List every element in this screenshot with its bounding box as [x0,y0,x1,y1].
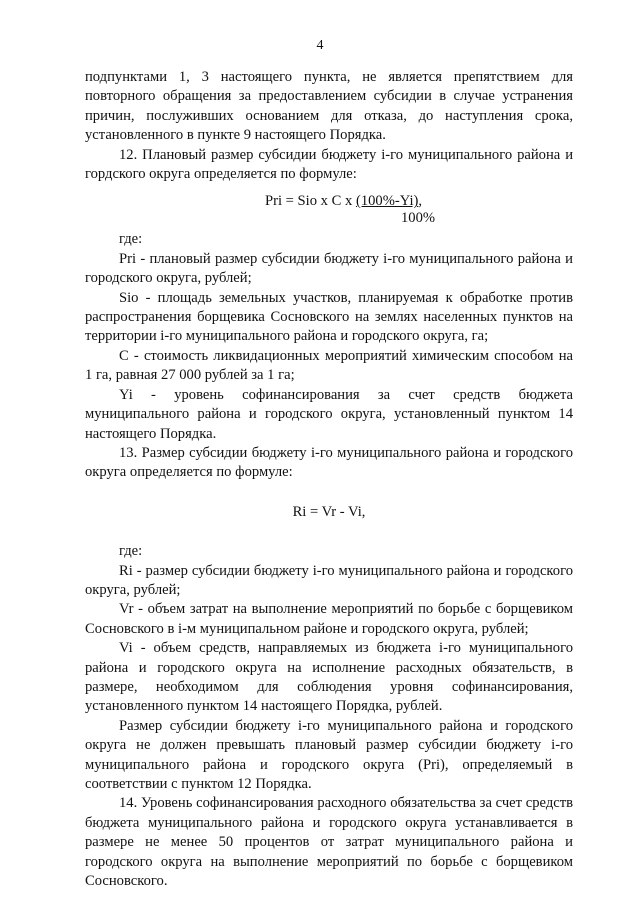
formula1-left: Pri = Sio x C x [265,193,356,210]
formula-planned-subsidy [85,192,573,230]
where-label-1: где: [119,231,143,248]
definition-vr: Vr - объем затрат на выполнение мероприятий по борьбе с борщевиком Сосновского в i-м муниципальном районе и городского округа, рублей; [85,601,573,637]
definition-pri: Pri - плановый размер субсидии бюджету i-го муниципального района и городского округа, рублей; [85,250,573,287]
paragraph-continuation: подпунктами 1, 3 настоящего пункта, не является препятствием для повторного обращения за предоставлением субсидии в случае устранения причин, послуживших основанием для отказа, до наступления срока, установленного в пункте 9 настоящего Порядка. [85,69,573,144]
paragraph-13: 13. Размер субсидии бюджету i-го муниципального района и городского округа определяется по формуле: [85,444,573,481]
document-body [85,68,573,891]
definition-sio: Sio - площадь земельных участков, планируемая к обработке против распространения борщевика Сосновского на землях населенных пунктов на территории i-го муниципального района и городского округа, га; [85,289,573,345]
paragraph-limit: Размер субсидии бюджету i-го муниципального района и городского округа не должен превышать плановый размер субсидии бюджету i-го муниципального района и городского округа (Pri), определяемый в соответствии с пунктом 12 Порядка. [85,717,573,792]
formula-subsidy: Ri = Vr - Vi, [292,503,366,520]
definition-vi: Vi - объем средств, направляемых из бюджета i-го муниципального района и городского округа на исполнение расходных обязательств, в размере, необходимом для соблюдения уровня софинансирования, установленного пунктом 14 настоящего Порядка, рублей. [85,640,573,715]
page-number: 4 [316,38,324,53]
paragraph-14: 14. Уровень софинансирования расходного обязательства за счет средств бюджета муниципального района и городского округа устанавливается в размере не менее 50 процентов от затрат муниципального района и городского округа на выполнение мероприятий по борьбе с борщевиком Сосновского. [85,795,573,890]
formula1-comma: , [418,193,423,210]
paragraph-12: 12. Плановый размер субсидии бюджету i-го муниципального района и гордского округа определяется по формуле: [85,146,573,183]
formula1-denominator: 100% [401,210,436,227]
formula1-numerator: (100%-Yi) [355,193,419,210]
where-label-2: где: [119,543,143,560]
definition-c: С - стоимость ликвидационных мероприятий химическим способом на 1 га, равная 27 000 рублей за 1 га; [85,347,573,384]
definition-yi: Yi - уровень софинансирования за счет средств бюджета муниципального района и городского округа, установленный пунктом 14 настоящего Порядка. [85,386,573,442]
definition-ri: Ri - размер субсидии бюджету i-го муниципального района и городского округа, рублей; [85,562,573,598]
